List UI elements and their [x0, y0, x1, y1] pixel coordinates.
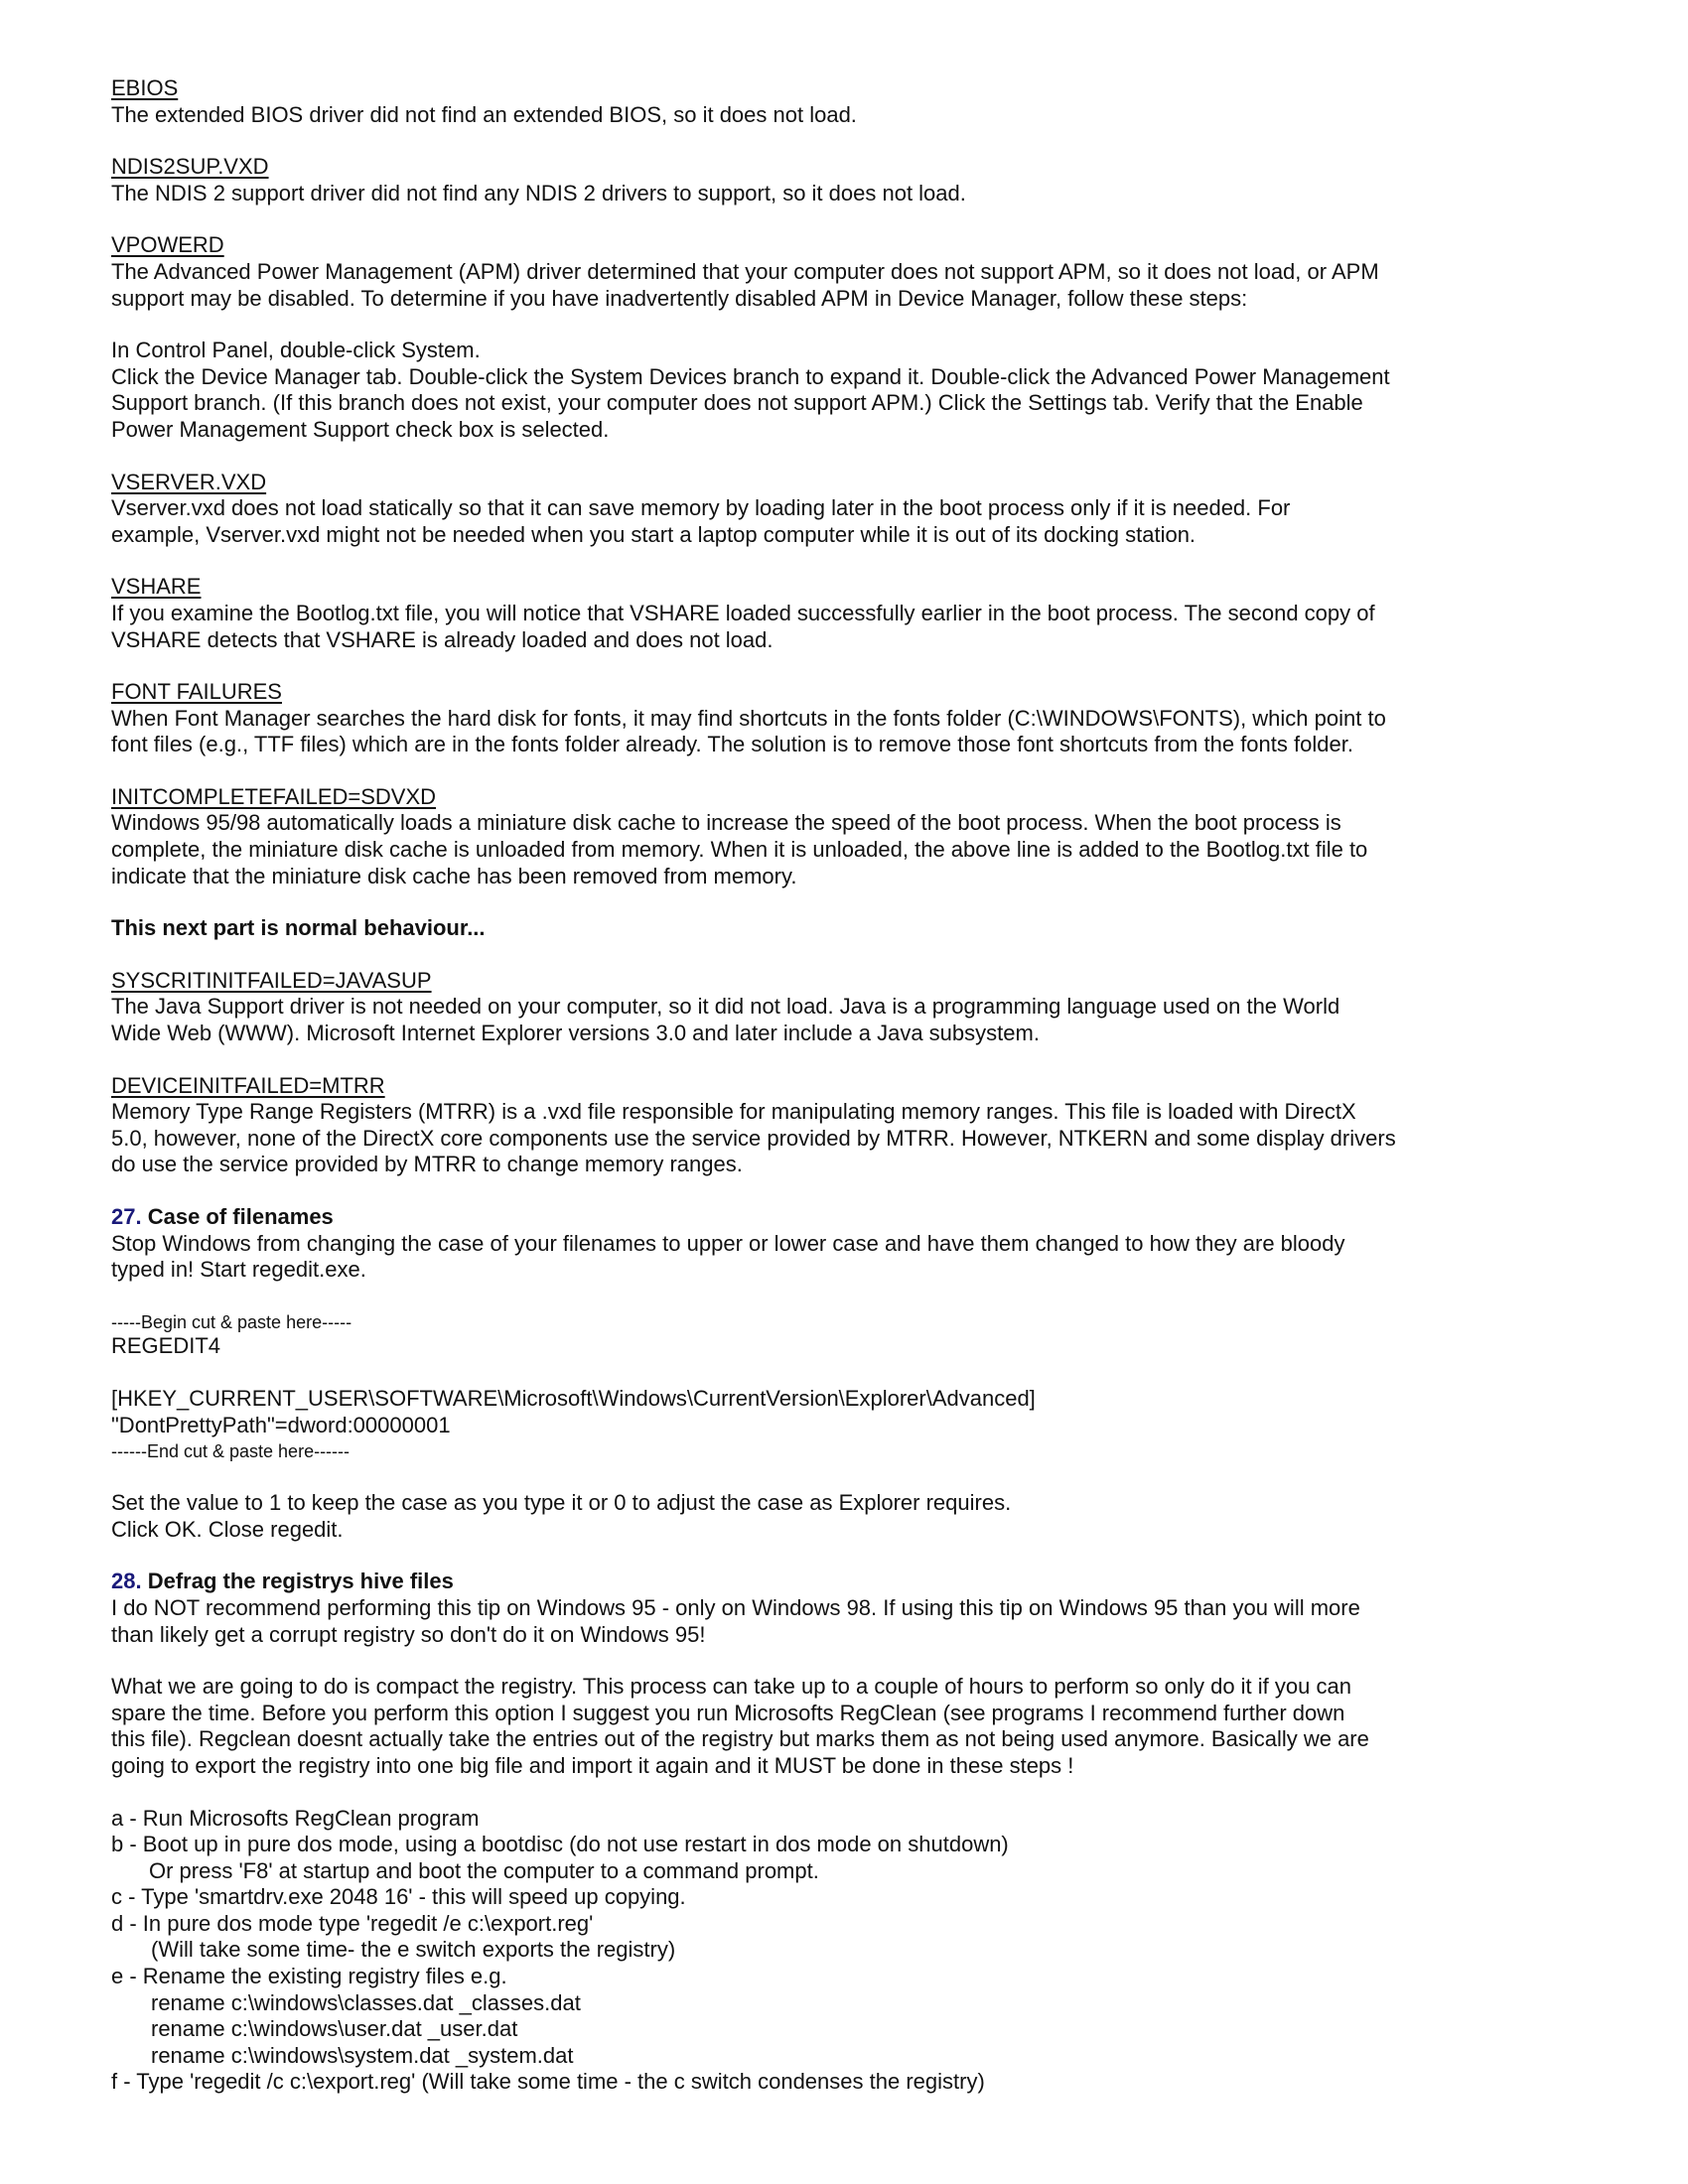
- entry-vshare: [111, 574, 1609, 653]
- tip-text: typed in! Start regedit.exe.: [111, 1257, 366, 1283]
- entry-heading: EBIOS: [111, 75, 179, 100]
- entry-text: When Font Manager searches the hard disk for fonts, it may find shortcuts in the fonts folder (C:\WINDOWS\FONTS), which point to: [111, 705, 1386, 731]
- step-item: e - Rename the existing registry files e.g.: [111, 1964, 507, 1989]
- entry-text: font files (e.g., TTF files) which are in the fonts folder already. The solution is to remove those font shortcuts from the fonts folder.: [111, 732, 1353, 757]
- entry-heading: FONT FAILURES: [111, 679, 282, 705]
- entry-heading: DEVICEINITFAILED=MTRR: [111, 1072, 385, 1098]
- step-item-continued: rename c:\windows\system.dat _system.dat: [151, 2042, 574, 2068]
- tip-28-steps: [111, 1806, 1609, 2097]
- entry-deviceinitfailed: [111, 1073, 1609, 1178]
- entry-text: Memory Type Range Registers (MTRR) is a .vxd file responsible for manipulating memory ranges. This file is loaded with DirectX: [111, 1099, 1356, 1125]
- tip-text: What we are going to do is compact the registry. This process can take up to a couple of hours to perform so only do it if you can: [111, 1674, 1351, 1700]
- tip-text: Set the value to 1 to keep the case as you type it or 0 to adjust the case as Explorer requires.: [111, 1490, 1012, 1516]
- tip-28: [111, 1569, 1609, 1648]
- registry-key: [HKEY_CURRENT_USER\SOFTWARE\Microsoft\Windows\CurrentVersion\Explorer\Advanced]: [111, 1385, 1036, 1411]
- entry-text: do use the service provided by MTRR to change memory ranges.: [111, 1152, 743, 1177]
- tip-title-text: Defrag the registrys hive files: [147, 1569, 454, 1594]
- step-item-continued: Or press 'F8' at startup and boot the computer to a command prompt.: [149, 1857, 819, 1883]
- step-text: Click the Device Manager tab. Double-click the System Devices branch to expand it. Double-click the Advanced Power Management: [111, 363, 1390, 389]
- entry-text: The Advanced Power Management (APM) driver determined that your computer does not support APM, so it does not load, or APM: [111, 258, 1379, 284]
- tip-text: going to export the registry into one big file and import it again and it MUST be done in these steps !: [111, 1752, 1074, 1778]
- entry-text: The Java Support driver is not needed on your computer, so it did not load. Java is a programming language used on the World: [111, 994, 1340, 1020]
- tip-title-text: Case of filenames: [147, 1204, 334, 1229]
- step-item-continued: (Will take some time- the e switch exports the registry): [151, 1937, 676, 1963]
- tip-28-intro: [111, 1674, 1609, 1779]
- entry-initcompletefailed: [111, 784, 1609, 889]
- step-item: d - In pure dos mode type 'regedit /e c:\export.reg': [111, 1910, 594, 1936]
- tip-text: spare the time. Before you perform this option I suggest you run Microsofts RegClean (see programs I recommend further down: [111, 1700, 1345, 1725]
- entry-text: Vserver.vxd does not load statically so that it can save memory by loading later in the boot process only if it is needed. For: [111, 495, 1291, 521]
- normal-behaviour-note: [111, 915, 1609, 942]
- step-item: f - Type 'regedit /c c:\export.reg' (Will take some time - the c switch condenses the registry): [111, 2069, 985, 2095]
- entry-heading: SYSCRITINITFAILED=JAVASUP: [111, 967, 432, 993]
- note-heading: This next part is normal behaviour...: [111, 915, 486, 941]
- step-item-continued: rename c:\windows\user.dat _user.dat: [151, 2016, 518, 2042]
- step-item: b - Boot up in pure dos mode, using a bootdisc (do not use restart in dos mode on shutdown): [111, 1832, 1009, 1857]
- entry-ndis2sup: [111, 154, 1609, 206]
- entry-vserver: [111, 470, 1609, 549]
- step-item: c - Type 'smartdrv.exe 2048 16' - this will speed up copying.: [111, 1884, 686, 1910]
- entry-text: The NDIS 2 support driver did not find any NDIS 2 drivers to support, so it does not load.: [111, 180, 966, 205]
- entry-text: indicate that the miniature disk cache has been removed from memory.: [111, 863, 797, 888]
- step-item: a - Run Microsofts RegClean program: [111, 1805, 480, 1831]
- tip-27-after: [111, 1490, 1609, 1543]
- tip-warning: I do NOT recommend performing this tip on Windows 95 - only on Windows 98. If using this tip on Windows 95 than you will more: [111, 1594, 1360, 1620]
- entry-text: Wide Web (WWW). Microsoft Internet Explorer versions 3.0 and later include a Java subsystem.: [111, 1021, 1040, 1046]
- step-text: Power Management Support check box is selected.: [111, 416, 610, 442]
- tip-text: this file). Regclean doesnt actually take the entries out of the registry but marks them as not being used anymore. Basically we are: [111, 1726, 1369, 1752]
- entry-syscritinitfailed: [111, 968, 1609, 1047]
- step-text: In Control Panel, double-click System.: [111, 338, 481, 363]
- tip-title: [111, 1204, 1609, 1231]
- registry-value: "DontPrettyPath"=dword:00000001: [111, 1412, 451, 1437]
- entry-text: If you examine the Bootlog.txt file, you will notice that VSHARE loaded successfully earlier in the boot process. The second copy of: [111, 600, 1375, 625]
- entry-text: 5.0, however, none of the DirectX core components use the service provided by MTRR. However, NTKERN and some display drivers: [111, 1125, 1396, 1151]
- entry-heading: VSERVER.VXD: [111, 469, 267, 494]
- entry-text: complete, the miniature disk cache is unloaded from memory. When it is unloaded, the above line is added to the Bootlog.txt file to: [111, 837, 1368, 863]
- vpowerd-steps: [111, 338, 1609, 443]
- tip-number: 28.: [111, 1569, 142, 1594]
- regedit-header: REGEDIT4: [111, 1332, 221, 1358]
- tip-title: [111, 1569, 1609, 1595]
- entry-vpowerd: [111, 232, 1609, 312]
- step-item-continued: rename c:\windows\classes.dat _classes.dat: [151, 1989, 581, 2015]
- entry-heading: INITCOMPLETEFAILED=SDVXD: [111, 783, 437, 809]
- tip-warning: than likely get a corrupt registry so don't do it on Windows 95!: [111, 1621, 706, 1647]
- tip-number: 27.: [111, 1204, 142, 1229]
- entry-ebios: [111, 75, 1609, 128]
- entry-text: support may be disabled. To determine if you have inadvertently disabled APM in Device Manager, follow these steps:: [111, 285, 1248, 311]
- tip-27: [111, 1204, 1609, 1284]
- end-cut-marker: ------End cut & paste here------: [111, 1441, 351, 1462]
- tip-text: Click OK. Close regedit.: [111, 1516, 344, 1542]
- entry-heading: NDIS2SUP.VXD: [111, 154, 269, 180]
- entry-text: example, Vserver.vxd might not be needed when you start a laptop computer while it is out of its docking station.: [111, 521, 1196, 547]
- entry-text: VSHARE detects that VSHARE is already loaded and does not load.: [111, 626, 774, 652]
- registry-snippet: [111, 1309, 1609, 1464]
- tip-text: Stop Windows from changing the case of your filenames to upper or lower case and have them changed to how they are bloody: [111, 1230, 1345, 1256]
- entry-text: The extended BIOS driver did not find an extended BIOS, so it does not load.: [111, 101, 857, 127]
- entry-heading: VPOWERD: [111, 232, 224, 258]
- entry-text: Windows 95/98 automatically loads a miniature disk cache to increase the speed of the boot process. When the boot process is: [111, 810, 1341, 836]
- step-text: Support branch. (If this branch does not exist, your computer does not support APM.) Click the Settings tab. Verify that the Enable: [111, 390, 1363, 416]
- snippet-spacer: [111, 1359, 1609, 1386]
- entry-heading: VSHARE: [111, 574, 202, 600]
- begin-cut-marker: -----Begin cut & paste here-----: [111, 1311, 352, 1332]
- entry-font-failures: [111, 679, 1609, 758]
